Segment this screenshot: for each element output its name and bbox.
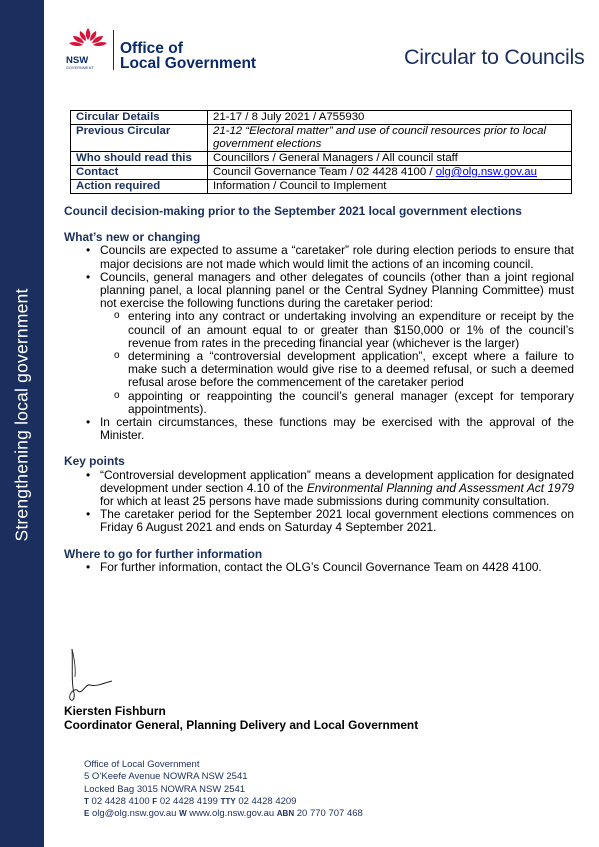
kp1-text-a: “Controversial development application” means a development application for designated development under section 4.10 of the xyxy=(100,467,574,495)
list-item: • In certain circumstances, these functions may be exercised with the approval of the Minister. xyxy=(64,416,574,442)
table-row xyxy=(71,152,572,166)
abn-value: 20 770 707 468 xyxy=(296,808,363,820)
nsw-logo-text: NSW xyxy=(66,55,89,66)
footer-line: 5 O’Keefe Avenue NOWRA NSW 2541 xyxy=(84,771,248,783)
table-row xyxy=(71,111,572,125)
list-item: • For further information, contact the OLG’s Council Governance Team on 4428 4100. xyxy=(64,561,574,574)
fax-value: 02 4428 4199 xyxy=(159,795,218,807)
footer-phone-line xyxy=(84,796,363,808)
contact-email-link[interactable]: olg@olg.nsw.gov.au xyxy=(435,166,537,178)
email-label: E xyxy=(84,809,90,819)
signatory-role: Coordinator General, Planning Delivery and Local Government xyxy=(64,717,419,732)
email-value[interactable]: olg@olg.nsw.gov.au xyxy=(91,808,177,820)
section-title-whats-new: What’s new or changing xyxy=(64,230,201,245)
detail-value xyxy=(208,166,572,180)
phone-value: 02 4428 4100 xyxy=(91,795,150,807)
nsw-waratah-logo xyxy=(66,26,110,56)
detail-label: Circular Details xyxy=(71,111,208,125)
sub-list-item: o appointing or reappointing the council’s general manager (except for temporary appointments). xyxy=(64,390,574,416)
sidebar-banner xyxy=(0,0,44,847)
office-name-line1: Office of xyxy=(120,40,183,57)
signature-image xyxy=(64,647,124,707)
act-title: Environmental Planning and Assessment Act 1979 xyxy=(306,480,574,495)
detail-label: Contact xyxy=(71,166,208,180)
table-row xyxy=(71,166,572,180)
sub-list-item: o entering into any contract or undertaking involving an expenditure or receipt by the council of an amount equal to or greater than $150,000 or 1% of the council’s revenue from rates in the preceding financial year (whichever is the larger) xyxy=(64,310,574,350)
abn-label: ABN xyxy=(276,809,295,819)
detail-label: Action required xyxy=(71,180,208,194)
web-value[interactable]: www.olg.nsw.gov.au xyxy=(189,808,275,820)
detail-label: Previous Circular xyxy=(71,125,208,152)
tty-value: 02 4428 4209 xyxy=(238,795,297,807)
further-info-list xyxy=(64,561,574,574)
sidebar-tagline: Strengthening local government xyxy=(11,288,32,542)
contact-text: Council Governance Team / 02 4428 4100 / xyxy=(213,166,436,178)
phone-label: T xyxy=(84,796,89,806)
caretaker-functions-list xyxy=(64,310,574,416)
fax-label: F xyxy=(152,796,158,806)
sub-list-item: o determining a “controversial development application”, except where a failure to make such a determination would give rise to a deemed refusal, or such a deemed refusal arose before the commencement of the caretaker period xyxy=(64,350,574,390)
footer-web-line xyxy=(84,808,363,820)
footer-line: Office of Local Government xyxy=(84,759,200,770)
tty-label: TTY xyxy=(220,796,236,806)
list-item xyxy=(64,469,574,509)
web-label: W xyxy=(179,809,187,819)
office-name xyxy=(120,41,256,71)
page-title: Circular to Councils xyxy=(404,45,585,69)
list-item-text: Councils, general managers and other delegates of councils (other than a joint regional planning panel, a local planning panel or the Central Sydney Planning Committee) must not exercise the following functions during the caretaker period: xyxy=(100,269,574,311)
detail-value: Councillors / General Managers / All council staff xyxy=(208,152,572,166)
detail-value: Information / Council to Implement xyxy=(208,180,572,194)
nsw-government-text: GOVERNMENT xyxy=(66,66,95,70)
list-item: • Councils are expected to assume a “caretaker” role during election periods to ensure that major decisions are not made which would limit the actions of an incoming council. xyxy=(64,244,574,270)
detail-value: 21-12 “Electoral matter” and use of council resources prior to local government elections xyxy=(208,125,572,152)
detail-value: 21-17 / 8 July 2021 / A755930 xyxy=(208,111,572,125)
signatory-name: Kiersten Fishburn xyxy=(64,704,166,718)
office-name-line2: Local Government xyxy=(120,55,257,72)
signatory xyxy=(64,705,418,732)
footer-line: Locked Bag 3015 NOWRA NSW 2541 xyxy=(84,783,246,795)
section-title-further-info: Where to go for further information xyxy=(64,546,263,561)
circular-heading: Council decision-making prior to the September 2021 local government elections xyxy=(64,204,522,218)
footer-contact xyxy=(84,759,363,820)
key-points-list xyxy=(64,469,574,535)
table-row xyxy=(71,125,572,152)
circular-body xyxy=(64,205,574,574)
kp1-text-b: for which at least 25 persons have made submissions during community consultation. xyxy=(100,494,550,509)
table-row xyxy=(71,180,572,194)
whats-new-list xyxy=(64,244,574,310)
section-title-key-points: Key points xyxy=(64,454,125,469)
list-item: • The caretaker period for the September 2021 local government elections commences on Friday 6 August 2021 and ends on Saturday 4 September 2021. xyxy=(64,508,574,534)
circular-details-table xyxy=(70,110,572,194)
whats-new-list-cont xyxy=(64,416,574,442)
logo-divider xyxy=(113,30,114,70)
detail-label: Who should read this xyxy=(71,152,208,166)
list-item xyxy=(64,271,574,311)
